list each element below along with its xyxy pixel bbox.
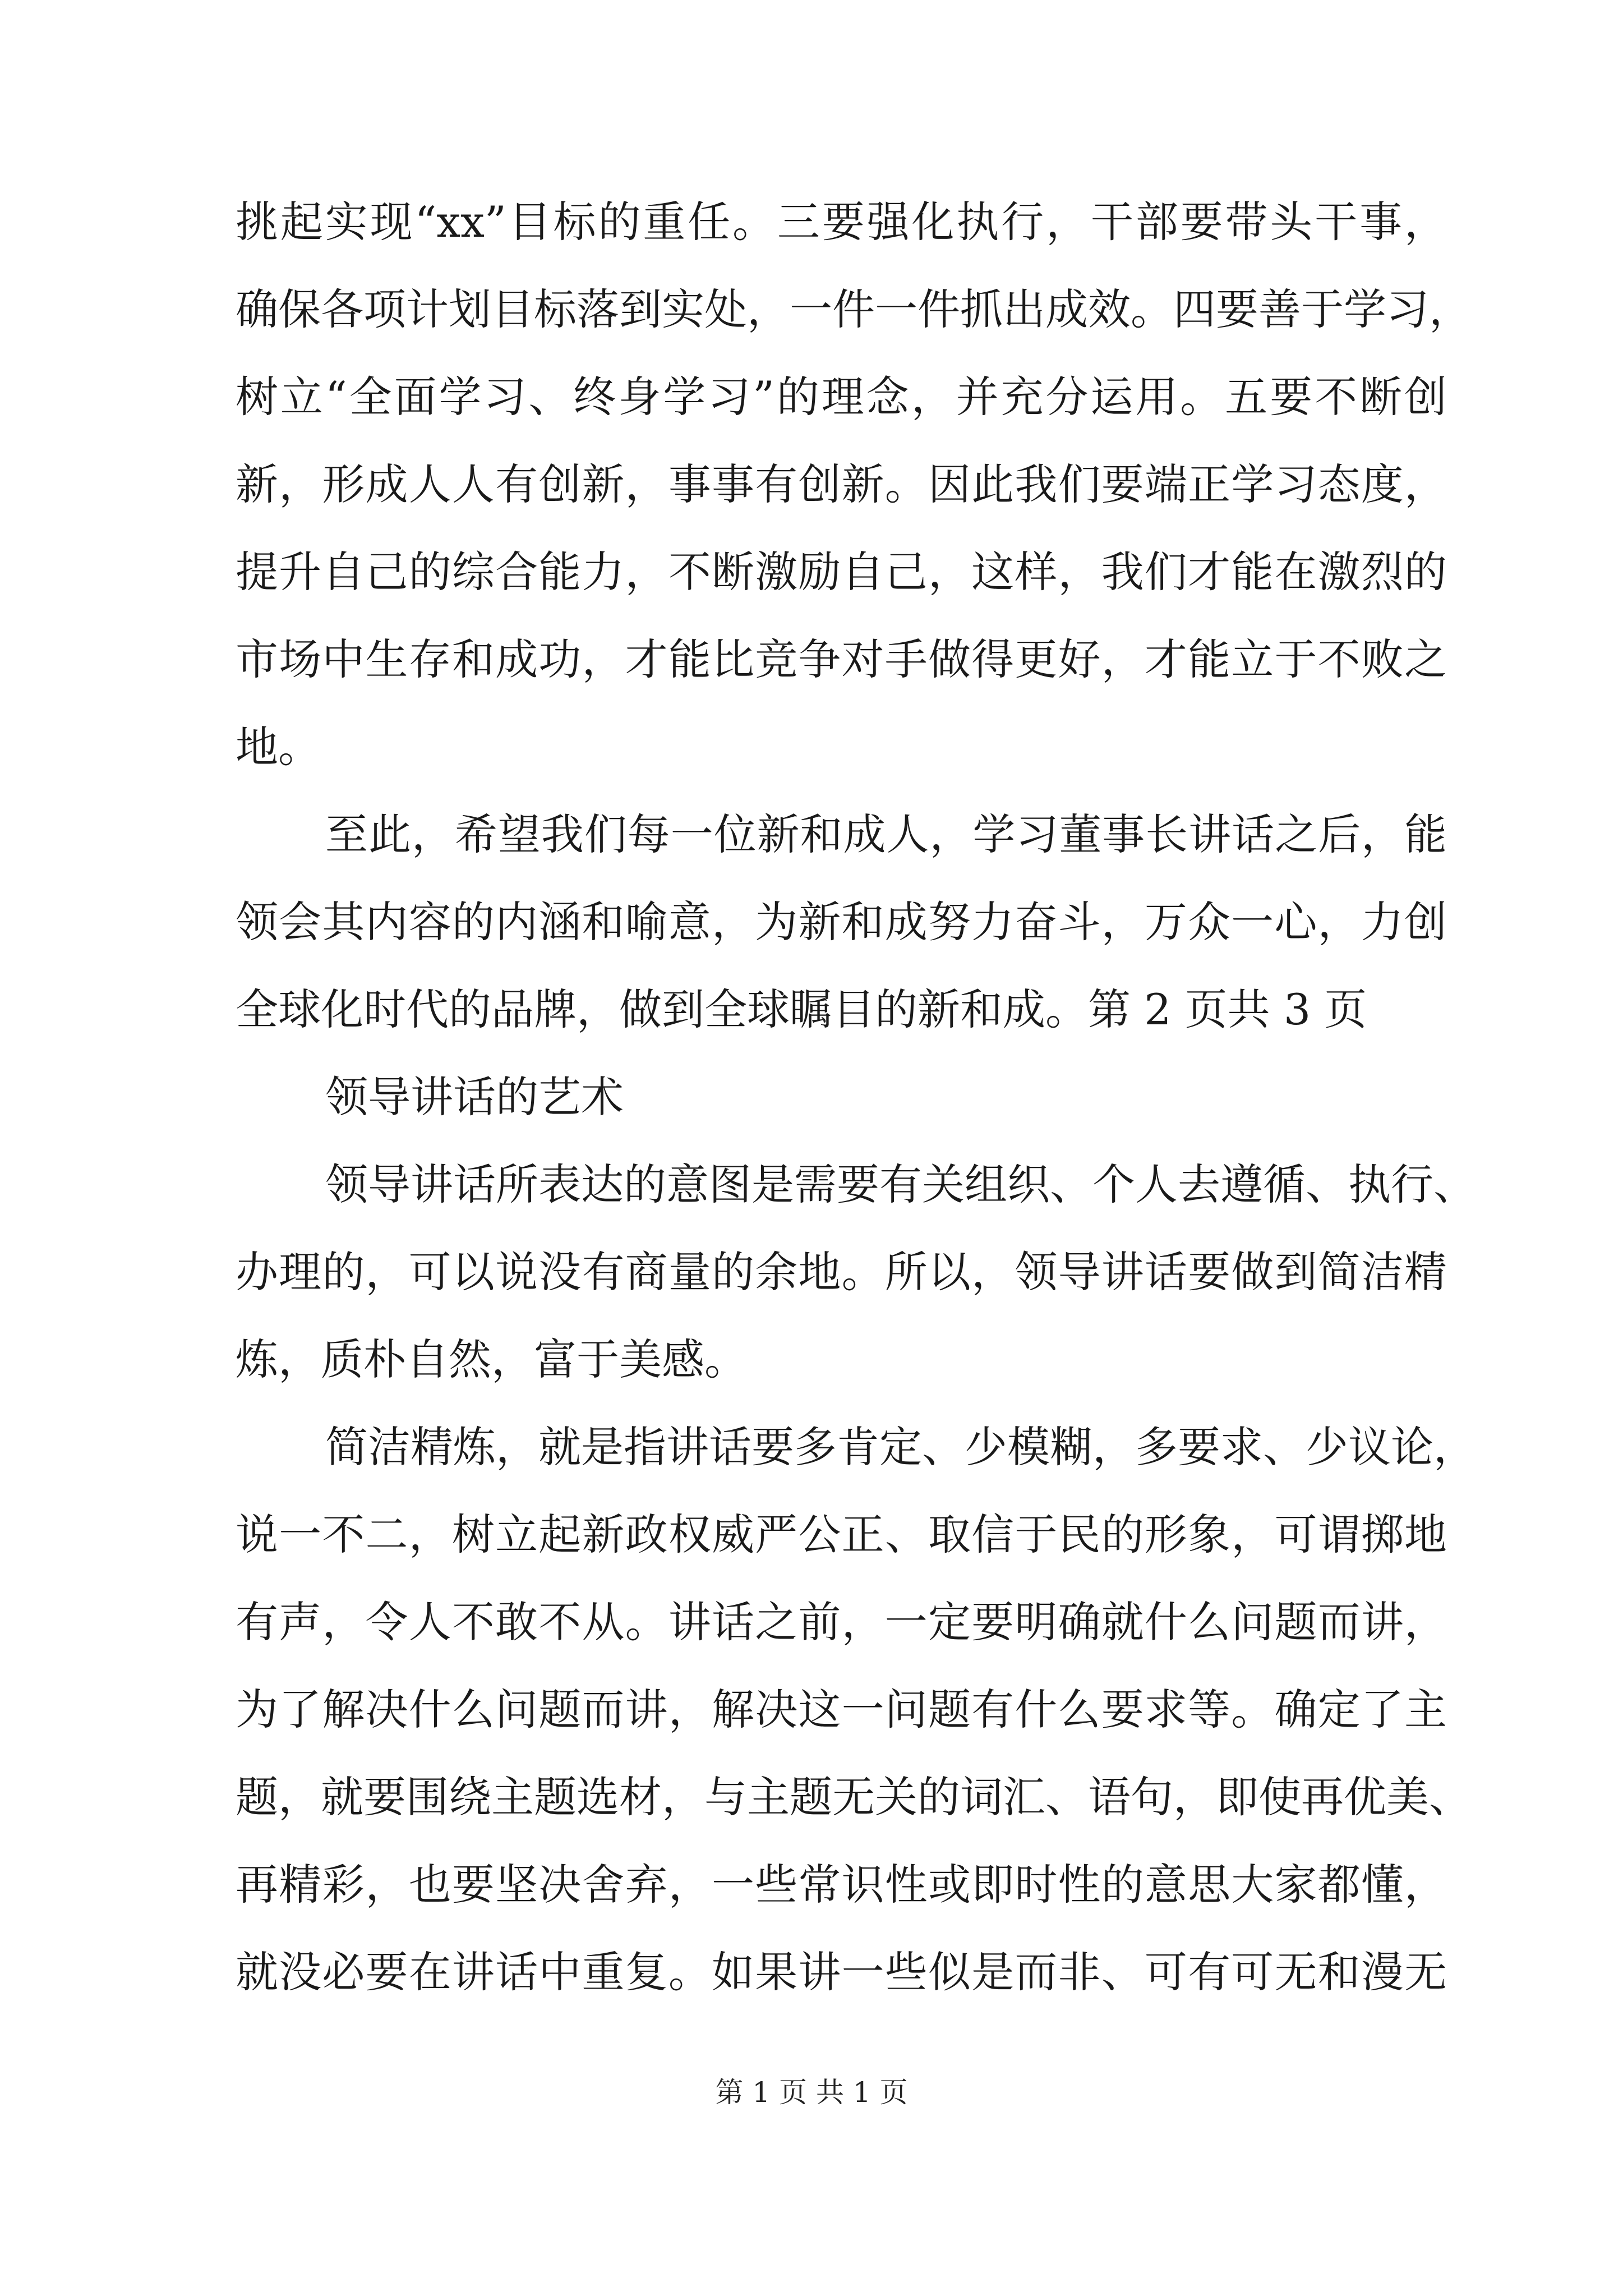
page-number: 第 1 页 共 1 页: [715, 2076, 908, 2109]
text-line: 至此，希望我们每一位新和成人，学习董事长讲话之后，能: [325, 809, 1447, 859]
text-line: 市场中生存和成功，才能比竞争对手做得更好，才能立于不败之: [236, 634, 1447, 684]
text-line: 确保各项计划目标落到实处，一件一件抓出成效。四要善于学习，: [236, 284, 1472, 334]
text-line: 说一不二，树立起新政权威严公正、取信于民的形象，可谓掷地: [236, 1510, 1447, 1559]
text-line: 领会其内容的内涵和喻意，为新和成努力奋斗，万众一心，力创: [236, 897, 1447, 947]
page-footer: [0, 2076, 1623, 2109]
text-line: 有声，令人不敢不从。讲话之前，一定要明确就什么问题而讲，: [236, 1597, 1447, 1647]
text-line: 题，就要围绕主题选材，与主题无关的词汇、语句，即使再优美、: [236, 1772, 1472, 1822]
text-line: 再精彩，也要坚决舍弃，一些常识性或即时性的意思大家都懂，: [236, 1860, 1447, 1910]
text-line: 炼，质朴自然，富于美感。: [236, 1335, 747, 1384]
text-line: 挑起实现“xx”目标的重任。三要强化执行，干部要带头干事，: [236, 197, 1447, 247]
text-line: 就没必要在讲话中重复。如果讲一些似是而非、可有可无和漫无: [236, 1947, 1447, 1997]
text-line: 领导讲话所表达的意图是需要有关组织、个人去遵循、执行、: [325, 1159, 1476, 1209]
text-line: 简洁精炼，就是指讲话要多肯定、少模糊，多要求、少议论，: [325, 1422, 1476, 1472]
text-line: 地。: [236, 722, 321, 772]
text-line: 为了解决什么问题而讲，解决这一问题有什么要求等。确定了主: [236, 1685, 1447, 1734]
section-heading: 领导讲话的艺术: [325, 1072, 624, 1122]
document-body: [236, 178, 1476, 2016]
text-line: 树立“全面学习、终身学习”的理念，并充分运用。五要不断创: [236, 372, 1447, 422]
text-line: 提升自己的综合能力，不断激励自己，这样，我们才能在激烈的: [236, 547, 1447, 597]
text-line: 新，形成人人有创新，事事有创新。因此我们要端正学习态度，: [236, 459, 1447, 509]
text-line: 办理的，可以说没有商量的余地。所以，领导讲话要做到简洁精: [236, 1247, 1447, 1297]
text-line: 全球化时代的品牌，做到全球瞩目的新和成。第 2 页共 3 页: [236, 984, 1367, 1034]
